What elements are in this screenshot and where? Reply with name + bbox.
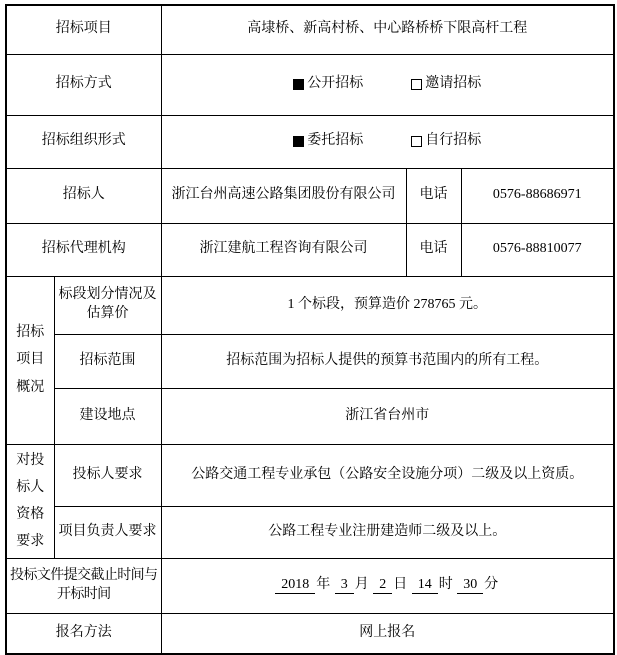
table-row [6,223,614,276]
table-row [6,507,614,559]
table-row [6,334,614,388]
option-label: 自行招标 [425,133,482,149]
registration-method-value: 网上报名 [161,613,614,654]
deadline-day: 2 [373,577,392,594]
deadline-datetime [275,577,499,594]
deadline-year: 2018 [275,577,315,594]
table-row [6,444,614,507]
bidding-organization-options [161,115,614,168]
table-row [6,5,614,54]
project-manager-requirements-value: 公路工程专业注册建造师二级及以上。 [161,507,614,559]
deadline-value [161,558,614,613]
lots-division-value: 1 个标段，预算造价 278765 元。 [161,276,614,334]
bidding-method-label: 招标方式 [6,54,161,115]
registration-method-label: 报名方法 [6,613,161,654]
checkbox-checked-icon [293,136,304,147]
deadline-minute: 30 [457,577,483,594]
table-row [6,54,614,115]
agency-phone-label: 电话 [406,223,461,276]
checkbox-unchecked-icon [411,136,422,147]
option-invited-bidding [411,75,481,94]
deadline-hour-unit: 时 [438,577,453,593]
bidding-project-value: 高埭桥、新高村桥、中心路桥桥下限高杆工程 [161,5,614,54]
agency-phone-value: 0576-88810077 [461,223,614,276]
deadline-label: 投标文件提交截止时间与开标时间 [6,558,161,613]
bidder-requirements-label: 投标人要求 [54,444,161,507]
agency-value: 浙江建航工程咨询有限公司 [161,223,406,276]
table-row [6,115,614,168]
agency-label: 招标代理机构 [6,223,161,276]
qualification-header: 对投标人资格要求 [6,444,54,558]
tenderee-phone-value: 0576-88686971 [461,168,614,223]
table-row [6,276,614,334]
tenderee-phone-label: 电话 [406,168,461,223]
checkbox-checked-icon [293,79,304,90]
bidding-scope-value: 招标范围为招标人提供的预算书范围内的所有工程。 [161,334,614,388]
table-row [6,613,614,654]
bidding-scope-label: 招标范围 [54,334,161,388]
option-label: 公开招标 [307,76,364,92]
option-label: 委托招标 [307,133,364,149]
tender-info-table [5,4,615,655]
construction-site-label: 建设地点 [54,388,161,444]
lots-division-label: 标段划分情况及估算价 [54,276,161,334]
option-self-bidding [411,132,481,151]
deadline-year-unit: 年 [316,577,331,593]
option-public-bidding [293,75,363,94]
tenderee-label: 招标人 [6,168,161,223]
option-entrusted-bidding [293,132,363,151]
bidding-project-label: 招标项目 [6,5,161,54]
table-row [6,168,614,223]
project-overview-header: 招标项目概况 [6,276,54,444]
bidder-requirements-value: 公路交通工程专业承包（公路安全设施分项）二级及以上资质。 [161,444,614,507]
deadline-minute-unit: 分 [484,577,499,593]
bidding-organization-label: 招标组织形式 [6,115,161,168]
bidding-method-options [161,54,614,115]
construction-site-value: 浙江省台州市 [161,388,614,444]
option-label: 邀请招标 [425,76,482,92]
deadline-month: 3 [335,577,354,594]
deadline-month-unit: 月 [354,577,369,593]
deadline-hour: 14 [412,577,438,594]
table-row [6,558,614,613]
project-manager-requirements-label: 项目负责人要求 [54,507,161,559]
table-row [6,388,614,444]
checkbox-unchecked-icon [411,79,422,90]
tenderee-value: 浙江台州高速公路集团股份有限公司 [161,168,406,223]
deadline-day-unit: 日 [393,577,408,593]
